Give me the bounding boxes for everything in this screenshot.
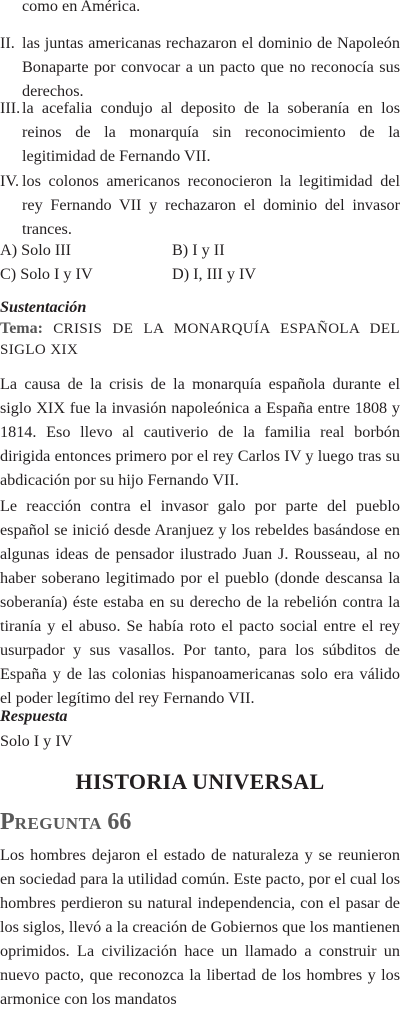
respuesta-label: Respuesta — [0, 707, 68, 725]
option-c: C) Solo I y IV — [0, 265, 93, 283]
respuesta-value: Solo I y IV — [0, 732, 73, 750]
section-title: HISTORIA UNIVERSAL — [75, 769, 325, 794]
pregunta-text: Los hombres dejaron el estado de naturaleza y se reunieron en sociedad para la utilidad común. Este pacto, por el cual los hombres perdieron su natural independencia, con el pasar de los siglos, llevó a la creación de Gobiernos que los mantienen oprimidos. La civilización hace un llamado a construir un nuevo pacto, que reconozca la libertad de los hombres y los armonice con los mandatos — [0, 846, 400, 1008]
tema-label: Tema: — [0, 320, 43, 337]
option-b: B) I y II — [172, 241, 225, 259]
sustentacion-label: Sustentación — [0, 298, 87, 316]
pregunta-number: 66 — [107, 809, 132, 835]
option-d: D) I, III y IV — [172, 265, 257, 283]
item-iii — [0, 96, 400, 168]
sustentacion-paragraph-1: La causa de la crisis de la monarquía española durante el siglo XIX fue la invasión napoleónica a España entre 1808 y 1814. Eso llevo al cautiverio de la familia real borbón dirigida entonces primero por el rey Carlos IV y luego tras su abdicación por su hijo Fernando VII. — [0, 375, 400, 489]
pregunta-first-letter: P — [0, 809, 15, 835]
tema-text: CRISIS DE LA MONARQUÍA ESPAÑOLA DEL SIGLO XIX — [0, 321, 400, 358]
item-ii — [0, 31, 400, 103]
item-ii-numeral: II. — [0, 34, 15, 52]
tema-heading — [0, 318, 400, 361]
pregunta-heading — [0, 808, 131, 838]
item-iv — [0, 169, 400, 241]
option-a: A) Solo III — [0, 241, 72, 259]
item-ii-text: las juntas americanas rechazaron el dominio de Napoleón Bonaparte por convocar a un pacto que no reconocía sus derechos. — [22, 34, 400, 100]
item-iv-numeral: IV. — [0, 172, 20, 190]
item-iii-numeral: III. — [0, 99, 21, 117]
item-iv-text: los colonos americanos reconocieron la legitimidad del rey Fernando VII y rechazaron el dominio del invasor trances. — [22, 172, 400, 238]
answer-options — [0, 238, 400, 286]
sustentacion-paragraph-2: Le reacción contra el invasor galo por parte del pueblo español se inició desde Aranjuez y los rebeldes basándose en algunas ideas de pensador ilustrado Juan J. Rousseau, al no haber soberano legitimado por el pueblo (donde descansa la soberanía) éste estaba en su derecho de la rebelión contra la tiranía y el abuso. Se había roto el pacto social entre el rey usurpador y sus vasallos. Por tanto, para los súbditos de España y de las colonias hispanoamericanas solo era válido el poder legítimo del rey Fernando VII. — [0, 497, 400, 707]
pregunta-label-rest: REGUNTA — [14, 814, 102, 833]
item-i-continuation: como en América. — [22, 0, 141, 15]
item-iii-text: la acefalia condujo al deposito de la soberanía en los reinos de la monarquía sin reconocimiento de la legitimidad de Fernando VII. — [22, 99, 400, 165]
